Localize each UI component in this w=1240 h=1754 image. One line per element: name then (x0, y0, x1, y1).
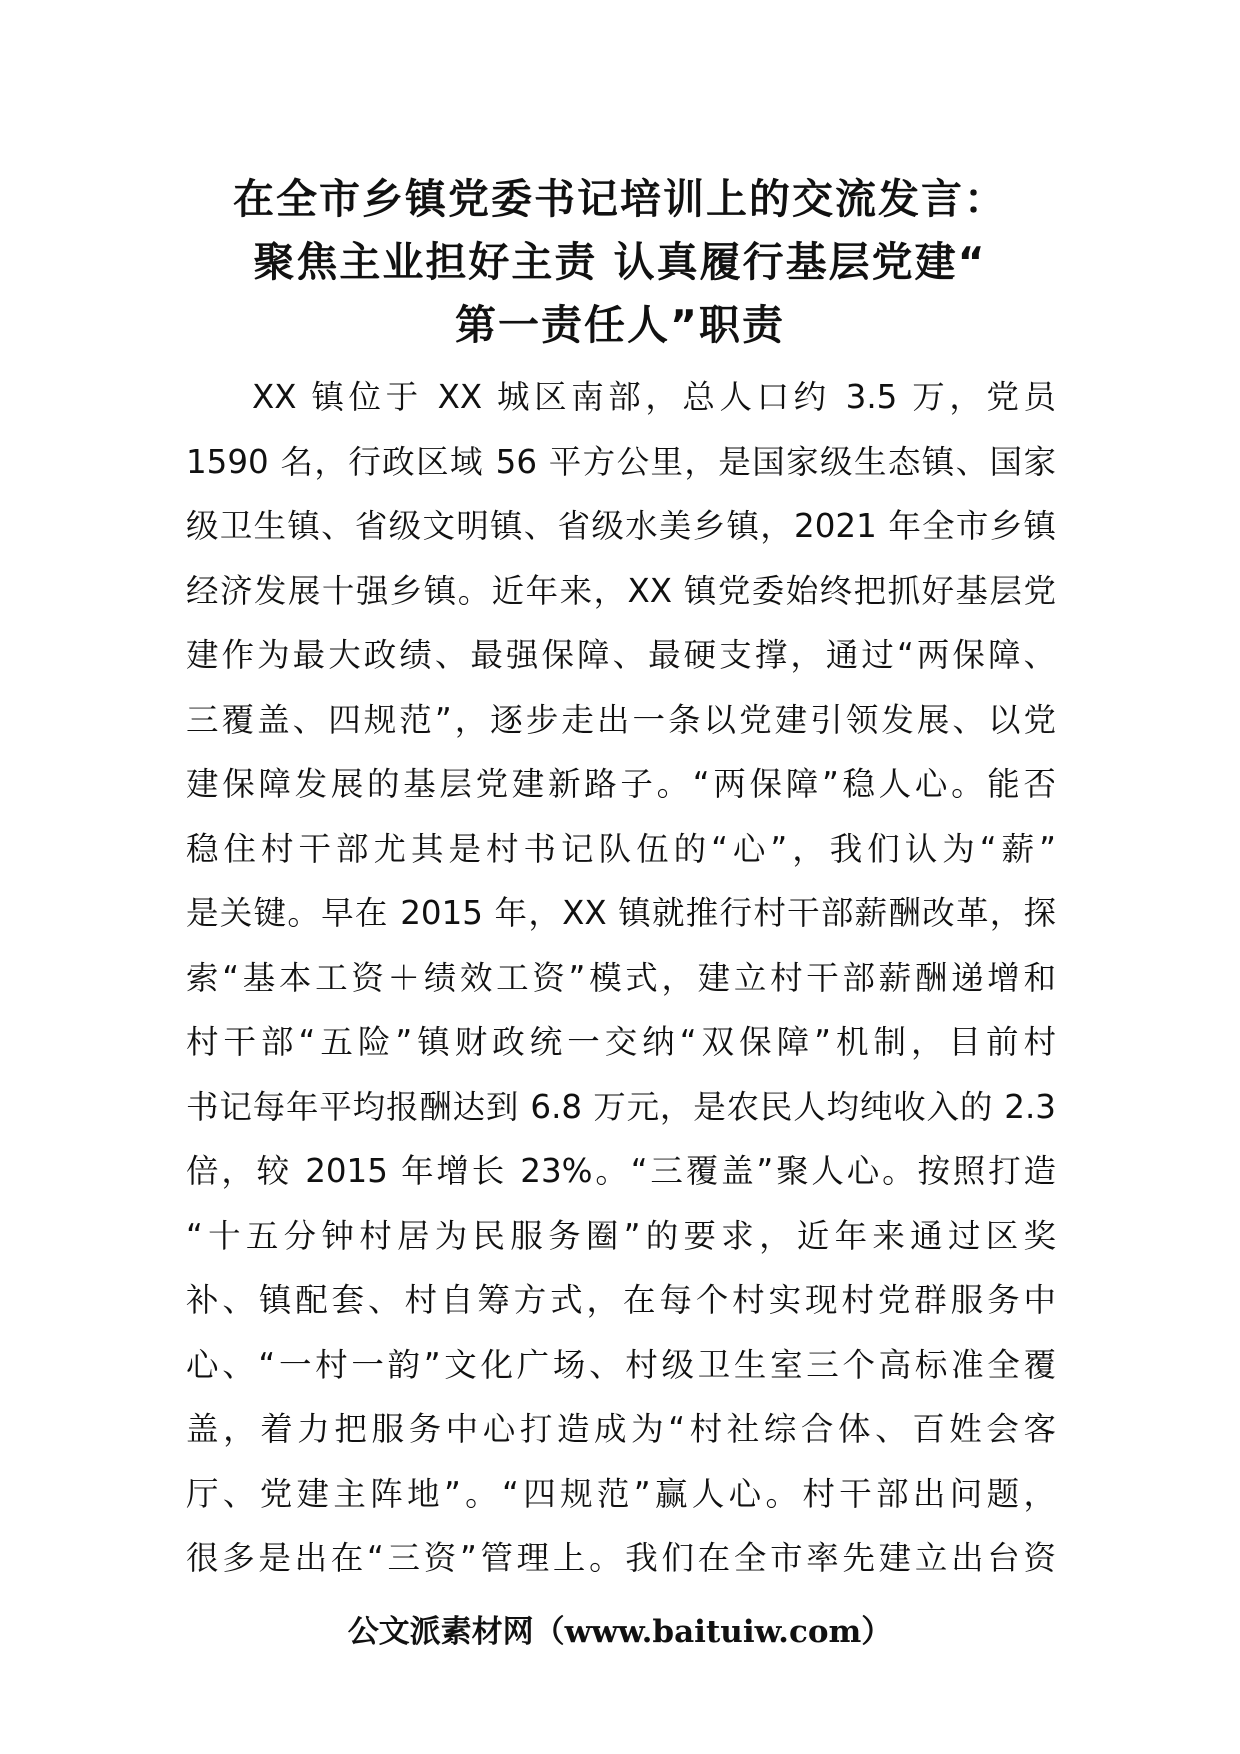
footer-source-text: 公文派素材网（www.baituiw.com） (347, 1614, 893, 1650)
title-line-2: 聚焦主业担好主责 认真履行基层党建“ (253, 238, 987, 286)
body-line: 书记每年平均报酬达到 6.8 万元，是农民人均纯收入的 2.3 (186, 1087, 1056, 1126)
body-line: “十五分钟村居为民服务圈”的要求，近年来通过区奖 (186, 1216, 1056, 1255)
body-line: 是关键。早在 2015 年，XX 镇就推行村干部薪酬改革，探 (186, 894, 1056, 932)
body-line: 很多是出在“三资”管理上。我们在全市率先建立出台资 (186, 1539, 1056, 1577)
body-line: 建保障发展的基层党建新路子。“两保障”稳人心。能否 (186, 765, 1056, 803)
body-line: 厅、党建主阵地”。“四规范”赢人心。村干部出问题， (186, 1474, 1056, 1513)
title-line-3: 第一责任人”职责 (455, 301, 785, 349)
body-line: 心、“一村一韵”文化广场、村级卫生室三个高标准全覆 (186, 1345, 1056, 1384)
body-line: 1590 名，行政区域 56 平方公里，是国家级生态镇、国家 (186, 442, 1056, 481)
body-line: 经济发展十强乡镇。近年来，XX 镇党委始终把抓好基层党 (186, 571, 1056, 610)
body-line: 稳住村干部尤其是村书记队伍的“心”，我们认为“薪” (186, 829, 1056, 868)
body-line: XX 镇位于 XX 城区南部，总人口约 3.5 万，党员 (252, 378, 1056, 416)
body-line: 索“基本工资＋绩效工资”模式，建立村干部薪酬递增和 (186, 958, 1056, 997)
body-line: 村干部“五险”镇财政统一交纳“双保障”机制，目前村 (186, 1023, 1056, 1061)
body-line: 补、镇配套、村自筹方式，在每个村实现村党群服务中 (186, 1281, 1056, 1319)
body-paragraph (186, 365, 1056, 1591)
body-line: 倍，较 2015 年增长 23%。“三覆盖”聚人心。按照打造 (186, 1152, 1056, 1190)
document-title (150, 168, 1090, 357)
body-line: 建作为最大政绩、最强保障、最硬支撑，通过“两保障、 (186, 636, 1056, 674)
title-line-1: 在全市乡镇党委书记培训上的交流发言： (233, 175, 1007, 223)
body-line: 级卫生镇、省级文明镇、省级水美乡镇，2021 年全市乡镇 (186, 507, 1056, 545)
body-line: 三覆盖、四规范”，逐步走出一条以党建引领发展、以党 (186, 700, 1056, 739)
body-line: 盖，着力把服务中心打造成为“村社综合体、百姓会客 (186, 1410, 1056, 1448)
